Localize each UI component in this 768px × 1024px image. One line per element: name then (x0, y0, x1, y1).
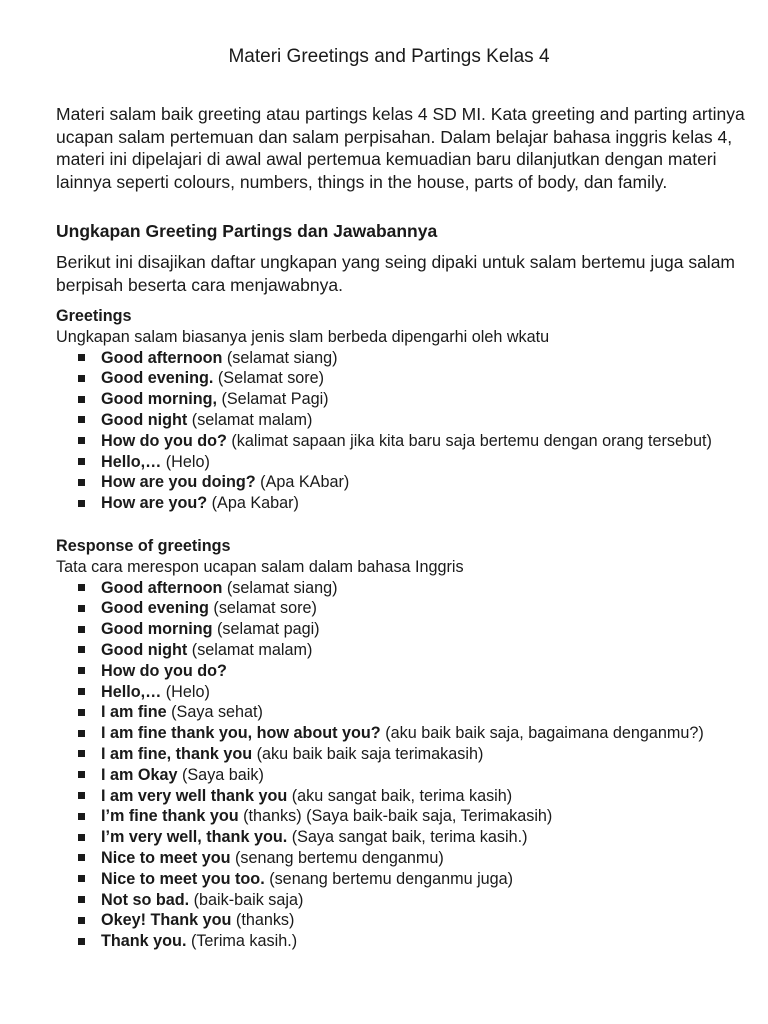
translation-text: (Saya sangat baik, terima kasih.) (287, 828, 528, 847)
list-item (101, 806, 746, 827)
expression-text: Nice to meet you too. (101, 869, 265, 888)
list-item (101, 368, 746, 389)
list-item (101, 493, 746, 514)
expression-text: How are you? (101, 494, 208, 513)
square-bullet-icon (78, 688, 85, 695)
square-bullet-icon (78, 750, 85, 757)
expression-text: Good night (101, 410, 188, 429)
translation-text: (aku baik baik saja, bagaimana denganmu?) (380, 724, 704, 743)
translation-text: (Selamat sore) (213, 369, 325, 388)
translation-text: (aku baik baik saja terimakasih) (252, 744, 484, 763)
expression-text: Hello,… (101, 452, 162, 471)
square-bullet-icon (78, 354, 85, 361)
translation-text: (selamat pagi) (212, 620, 320, 639)
expression-text: Good afternoon (101, 578, 223, 597)
square-bullet-icon (78, 730, 85, 737)
expression-text: I am very well thank you (101, 786, 288, 805)
list-item (101, 619, 746, 640)
square-bullet-icon (78, 500, 85, 507)
expression-text: Good night (101, 640, 188, 659)
translation-text: (Apa Kabar) (207, 494, 299, 513)
expression-text: How are you doing? (101, 473, 256, 492)
translation-text: (thanks) (Saya baik-baik saja, Terimakasih) (238, 807, 553, 826)
square-bullet-icon (78, 396, 85, 403)
list-item (101, 931, 746, 952)
expression-text: I am fine thank you, how about you? (101, 724, 381, 743)
expression-text: I’m very well, thank you. (101, 828, 288, 847)
square-bullet-icon (78, 458, 85, 465)
square-bullet-icon (78, 437, 85, 444)
square-bullet-icon (78, 938, 85, 945)
list-item (101, 827, 746, 848)
translation-text: (selamat sore) (208, 599, 317, 618)
responses-section (56, 536, 746, 952)
translation-text: (Saya baik) (177, 765, 264, 784)
expression-text: I’m fine thank you (101, 807, 239, 826)
list-item (101, 452, 746, 473)
square-bullet-icon (78, 792, 85, 799)
expression-text: I am Okay (101, 765, 178, 784)
square-bullet-icon (78, 854, 85, 861)
list-item (101, 765, 746, 786)
list-item (101, 661, 746, 682)
list-item (101, 682, 746, 703)
list-item (101, 431, 746, 452)
section-paragraph: Berikut ini disajikan daftar ungkapan yang seing dipaki untuk salam bertemu juga salam berpisah beserta cara menjawabnya. (56, 252, 736, 295)
translation-text: (baik-baik saja) (189, 890, 304, 909)
list-item (101, 848, 746, 869)
expression-text: Thank you. (101, 932, 187, 951)
list-item (101, 890, 746, 911)
expression-text: Good afternoon (101, 348, 223, 367)
list-item (101, 744, 746, 765)
section-heading: Ungkapan Greeting Partings dan Jawabannya (56, 221, 438, 241)
square-bullet-icon (78, 416, 85, 423)
greetings-description: Ungkapan salam biasanya jenis slam berbeda dipengarhi oleh wkatu (56, 327, 550, 346)
translation-text: (selamat siang) (222, 348, 338, 367)
expression-text: How do you do? (101, 661, 227, 680)
list-item (101, 389, 746, 410)
translation-text: (Apa KAbar) (255, 473, 350, 492)
square-bullet-icon (78, 813, 85, 820)
translation-text: (selamat siang) (222, 578, 338, 597)
square-bullet-icon (78, 896, 85, 903)
responses-list (56, 578, 746, 952)
expression-text: Good morning, (101, 390, 217, 409)
expression-text: Good morning (101, 620, 213, 639)
greetings-heading: Greetings (56, 307, 132, 325)
list-item (101, 723, 746, 744)
translation-text: (aku sangat baik, terima kasih) (287, 786, 513, 805)
expression-text: How do you do? (101, 431, 227, 450)
expression-text: Good evening (101, 599, 209, 618)
translation-text: (Helo) (161, 452, 210, 471)
square-bullet-icon (78, 771, 85, 778)
greetings-list (56, 348, 746, 514)
expression-text: I am fine (101, 703, 167, 722)
list-item (101, 869, 746, 890)
document-title: Materi Greetings and Partings Kelas 4 (228, 46, 550, 67)
square-bullet-icon (78, 646, 85, 653)
translation-text: (Selamat Pagi) (217, 390, 329, 409)
list-item (101, 910, 746, 931)
square-bullet-icon (78, 875, 85, 882)
square-bullet-icon (78, 917, 85, 924)
translation-text: (Helo) (161, 682, 210, 701)
list-item (101, 702, 746, 723)
square-bullet-icon (78, 709, 85, 716)
list-item (101, 348, 746, 369)
list-item (101, 598, 746, 619)
translation-text: (thanks) (231, 911, 295, 930)
square-bullet-icon (78, 834, 85, 841)
square-bullet-icon (78, 605, 85, 612)
square-bullet-icon (78, 626, 85, 633)
list-item (101, 640, 746, 661)
list-item (101, 786, 746, 807)
responses-description: Tata cara merespon ucapan salam dalam bahasa Inggris (56, 557, 464, 576)
list-item (101, 578, 746, 599)
translation-text: (kalimat sapaan jika kita baru saja bertemu dengan orang tersebut) (226, 431, 712, 450)
expression-text: Okey! Thank you (101, 911, 232, 930)
square-bullet-icon (78, 375, 85, 382)
translation-text: (senang bertemu denganmu) (230, 848, 444, 867)
responses-heading: Response of greetings (56, 537, 231, 555)
translation-text: (Terima kasih.) (186, 932, 298, 951)
square-bullet-icon (78, 479, 85, 486)
square-bullet-icon (78, 584, 85, 591)
translation-text: (senang bertemu denganmu juga) (264, 869, 514, 888)
translation-text: (Saya sehat) (166, 703, 263, 722)
intro-paragraph: Materi salam baik greeting atau partings kelas 4 SD MI. Kata greeting and parting artinya ucapan salam pertemuan dan salam perpisahan. Dalam belajar bahasa inggris kelas 4, materi ini dipelajari di awal awal pertemua kemuadian baru dilanjutkan dengan materi lainnya seperti colours, numbers, things in the house, parts of body, dan family. (56, 104, 745, 192)
expression-text: Nice to meet you (101, 848, 231, 867)
expression-text: Not so bad. (101, 890, 190, 909)
expression-text: Hello,… (101, 682, 162, 701)
greetings-section (56, 306, 746, 514)
expression-text: Good evening. (101, 369, 214, 388)
square-bullet-icon (78, 667, 85, 674)
list-item (101, 410, 746, 431)
expression-text: I am fine, thank you (101, 744, 253, 763)
translation-text: (selamat malam) (187, 410, 313, 429)
translation-text: (selamat malam) (187, 640, 313, 659)
list-item (101, 472, 746, 493)
